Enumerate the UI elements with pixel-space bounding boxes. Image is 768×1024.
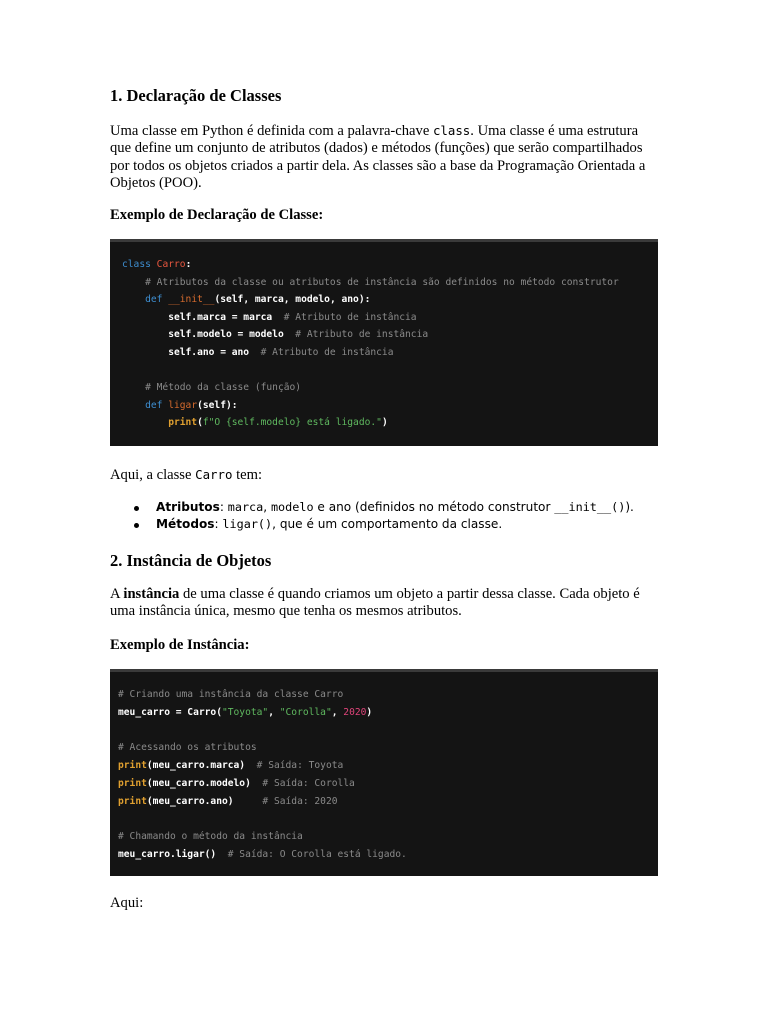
code-line: [118, 831, 303, 843]
bullet-code: marca: [227, 500, 264, 514]
code-plain: self.marca = marca: [122, 312, 284, 323]
code-comment: # Saída: 2020: [262, 796, 338, 807]
code-keyword: class: [122, 259, 151, 270]
code-function-name: ligar: [168, 400, 198, 411]
class-summary-list: [110, 499, 670, 533]
class-summary-text-a: Aqui, a classe: [110, 467, 196, 483]
code-class-name: Carro: [156, 259, 186, 270]
code-plain: meu_carro.ligar(): [118, 849, 228, 860]
code-line: [122, 259, 191, 271]
instance-code-block: [110, 669, 658, 876]
bullet-text: ,: [263, 500, 271, 514]
code-string: "Toyota": [221, 707, 269, 718]
code-comment: # Atributo de instância: [260, 347, 394, 358]
bullet-text: ).: [625, 500, 634, 514]
code-line: [118, 707, 372, 719]
bullet-text: e: [313, 500, 329, 514]
bullet-label: Métodos: [156, 517, 215, 531]
code-comment: # Saída: O Corolla está ligado.: [227, 849, 407, 860]
code-plain: ): [381, 417, 388, 428]
bullet-text: , que é um comportamento da classe.: [272, 517, 503, 531]
code-line: [122, 347, 393, 359]
code-comment: # Chamando o método da instância: [118, 831, 303, 842]
code-keyword: def: [122, 400, 169, 411]
code-plain: meu_carro = Carro(: [118, 707, 222, 718]
code-plain: (: [197, 417, 203, 428]
code-plain: ): [366, 707, 373, 718]
code-line: [122, 277, 619, 289]
code-builtin: print: [118, 796, 147, 807]
code-line: [118, 849, 407, 861]
code-plain: :: [185, 259, 192, 270]
section-2-intro-text-a: A: [110, 586, 124, 602]
class-summary-text-b: tem:: [232, 467, 263, 483]
code-comment: # Acessando os atributos: [118, 742, 257, 753]
code-line: [122, 294, 370, 306]
instance-term: instância: [123, 586, 180, 602]
section-1-intro-text-a: Uma classe em Python é definida com a palavra-chave: [110, 123, 433, 139]
code-plain: (meu_carro.ano): [146, 796, 263, 807]
class-name-code: Carro: [195, 467, 233, 482]
section-2-heading: 2. Instância de Objetos: [110, 551, 272, 570]
code-plain: (meu_carro.modelo): [146, 778, 263, 789]
code-line: [122, 400, 238, 412]
code-plain: self.ano = ano: [122, 347, 261, 358]
bullet-label: Atributos: [156, 500, 220, 514]
code-line: [122, 329, 428, 341]
code-line: [122, 312, 417, 324]
code-plain: ,: [268, 707, 280, 718]
code-comment: # Saída: Toyota: [256, 760, 344, 771]
class-example-label: Exemplo de Declaração de Classe:: [110, 207, 324, 223]
bullet-code: __init__(): [554, 500, 626, 514]
list-item: [110, 516, 670, 533]
code-string: "Corolla": [279, 707, 332, 718]
section-2-intro: [110, 586, 658, 621]
code-comment: # Atributos da classe ou atributos de instância são definidos no método construtor: [122, 277, 619, 288]
instance-summary-intro: Aqui:: [110, 895, 144, 911]
code-line: [118, 689, 343, 701]
section-1-intro: [110, 122, 658, 192]
code-plain: (self, marca, modelo, ano):: [214, 294, 371, 305]
class-summary-intro: [110, 466, 658, 484]
bullet-text: :: [214, 517, 223, 531]
bullet-text: :: [219, 500, 228, 514]
code-line: [122, 382, 301, 394]
code-number: 2020: [343, 707, 367, 718]
class-code-block: [110, 239, 658, 446]
code-comment: # Criando uma instância da classe Carro: [118, 689, 344, 700]
code-comment: # Atributo de instância: [283, 312, 417, 323]
code-line: [122, 417, 388, 429]
section-1-intro-text-b: . Uma classe é uma estrutura que define um conjunto de atributos (dados) e métodos (funções) que serão compartilhados por todos os objetos criados a partir dela. As classes são a base da Programação Orientada a Objetos (POO).: [110, 123, 646, 191]
code-builtin: print: [122, 417, 198, 428]
class-keyword-code: class: [432, 123, 471, 138]
code-builtin: print: [118, 760, 147, 771]
instance-example-label: Exemplo de Instância:: [110, 637, 250, 653]
code-plain: (self):: [197, 400, 238, 411]
list-item: [110, 499, 670, 516]
code-plain: self.modelo = modelo: [122, 329, 296, 340]
code-comment: # Atributo de instância: [295, 329, 429, 340]
code-line: [118, 778, 355, 790]
code-keyword: def: [122, 294, 169, 305]
code-comment: # Saída: Corolla: [262, 778, 355, 789]
section-2-intro-text-b: de uma classe é quando criamos um objeto a partir dessa classe. Cada objeto é uma instância única, mesmo que tenha os mesmos atributos.: [110, 586, 640, 620]
code-line: [118, 796, 338, 808]
bullet-code: modelo: [270, 500, 314, 514]
code-line: [118, 760, 343, 772]
code-line: [118, 742, 257, 754]
section-1-heading: 1. Declaração de Classes: [110, 86, 282, 105]
bullet-text: ano (definidos no método construtor: [328, 500, 555, 514]
code-plain: ,: [331, 707, 344, 718]
code-plain: (meu_carro.marca): [146, 760, 257, 771]
code-comment: # Método da classe (função): [122, 382, 302, 393]
code-function-name: __init__: [168, 294, 215, 305]
bullet-code: ligar(): [222, 517, 273, 531]
code-string: f"O {self.modelo} está ligado.": [202, 417, 382, 428]
code-builtin: print: [118, 778, 147, 789]
